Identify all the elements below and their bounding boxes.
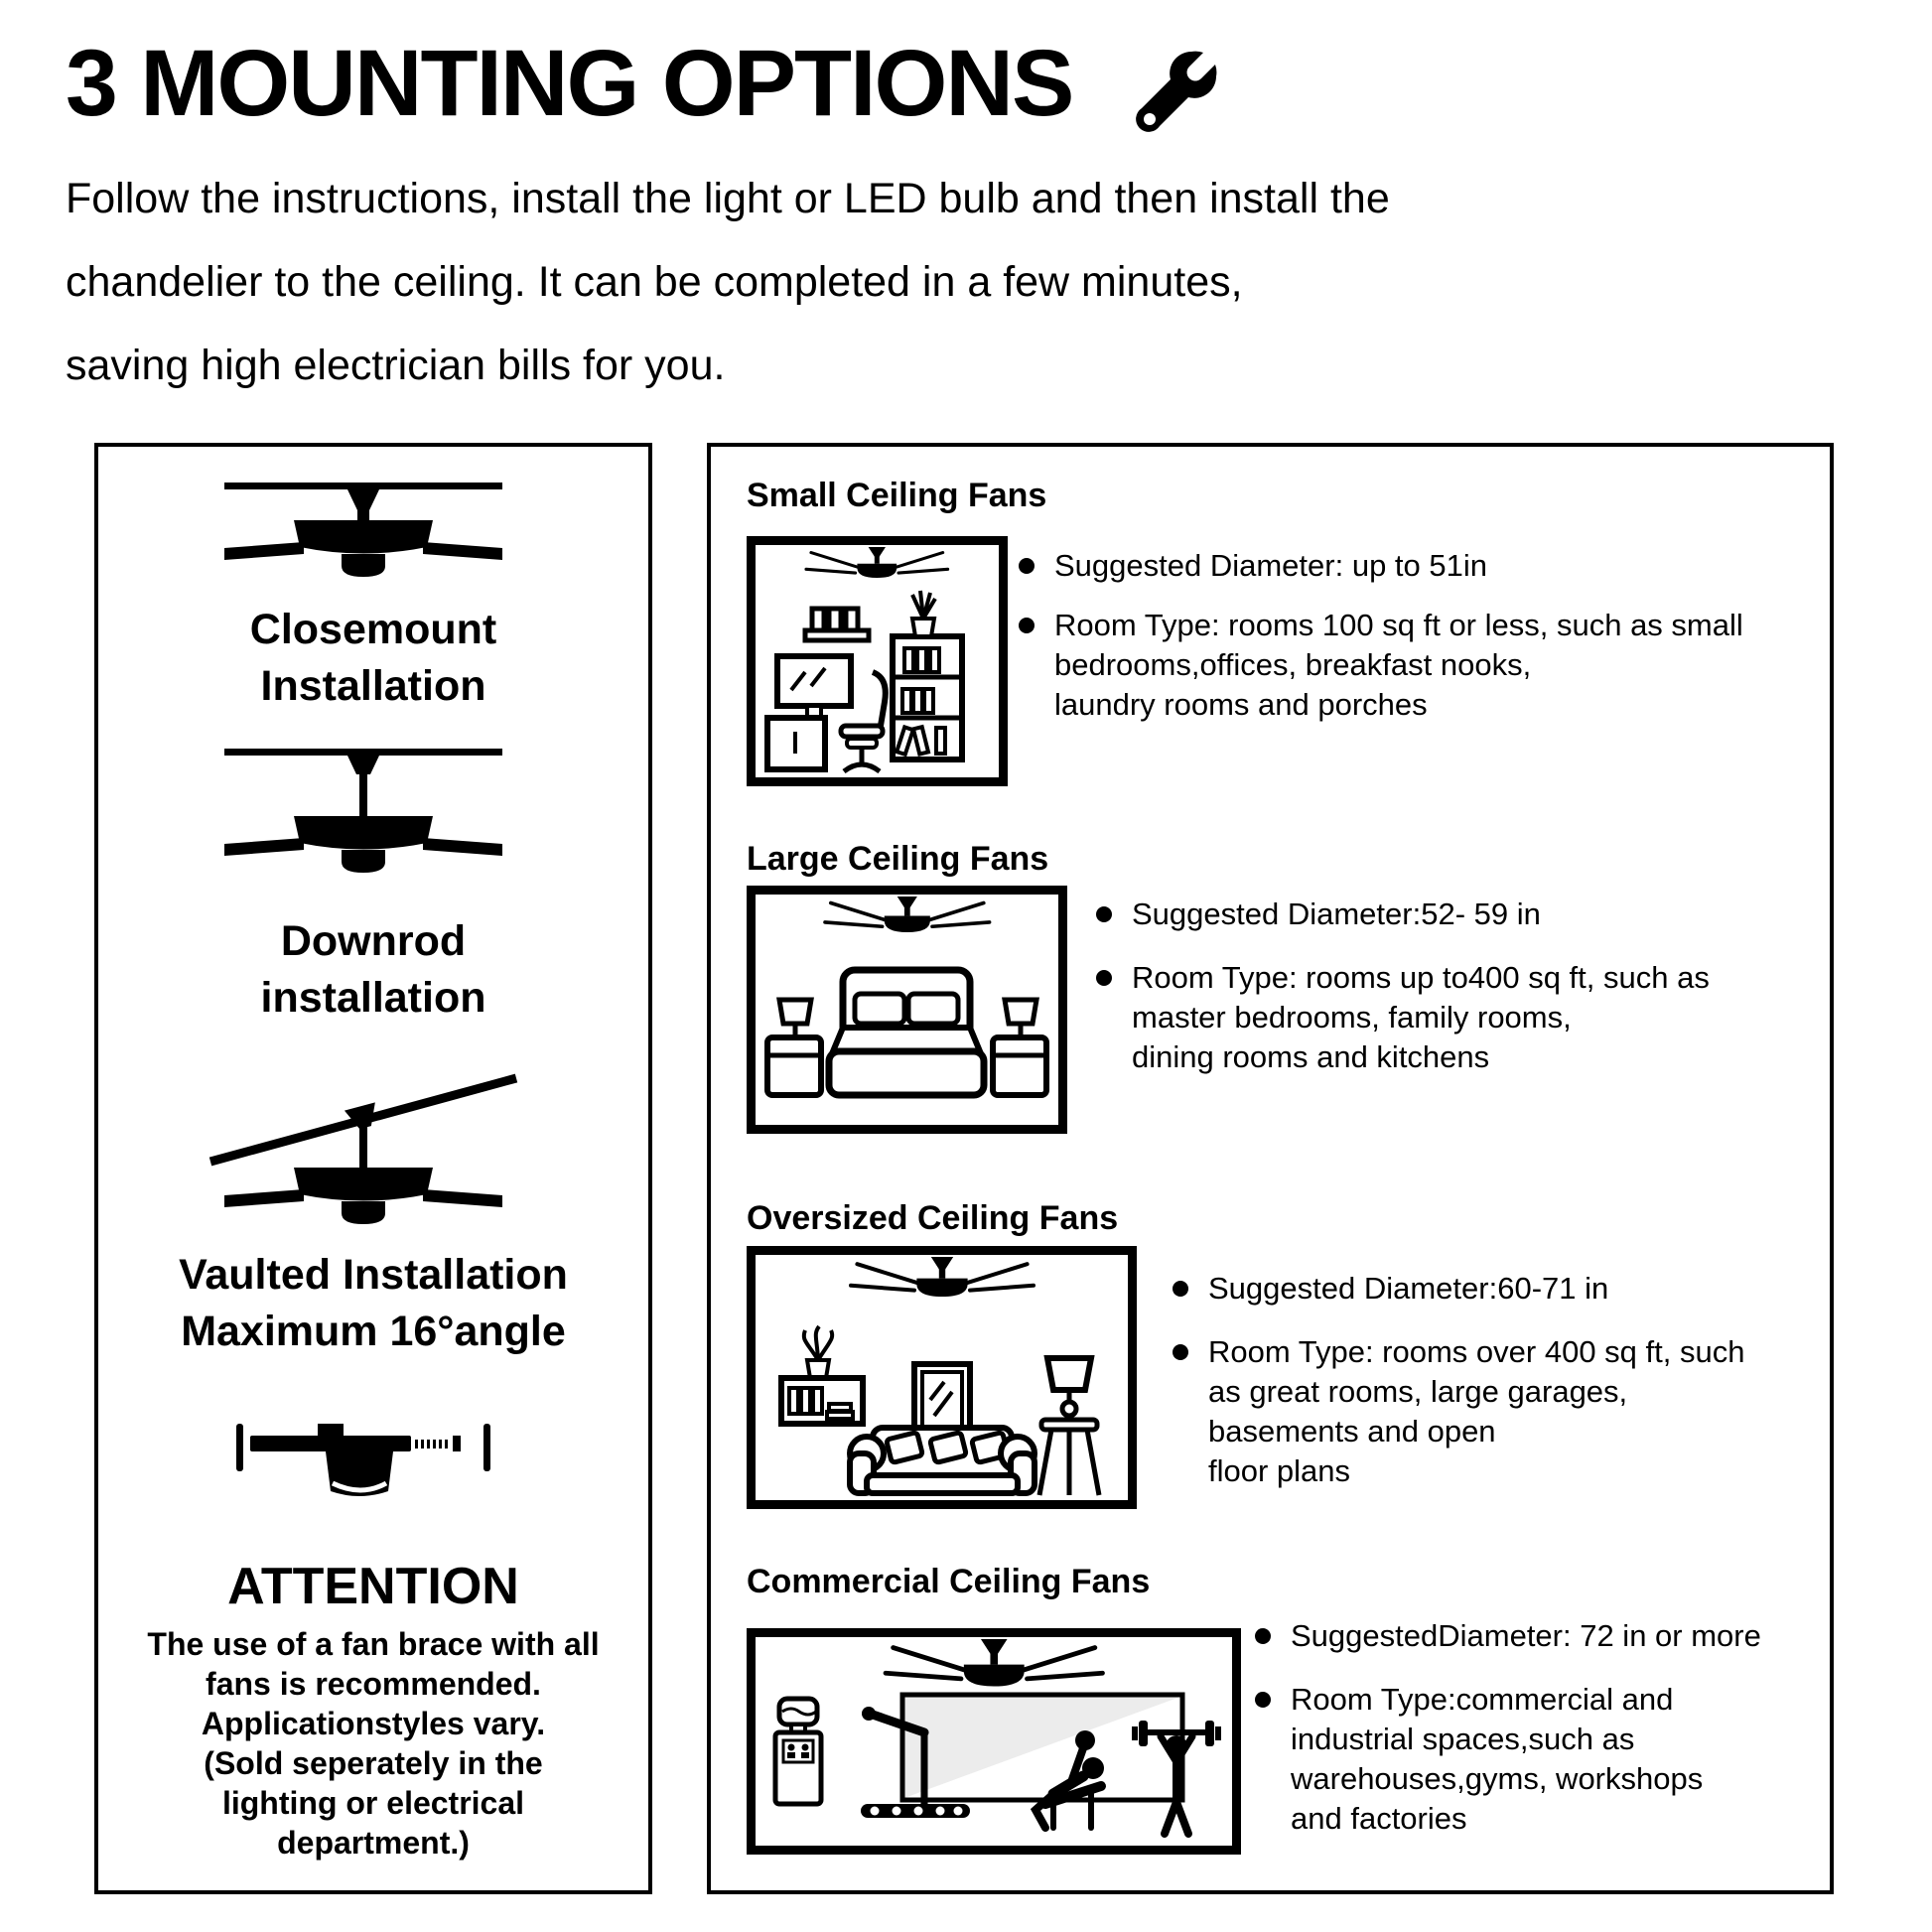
- vaulted-label: Vaulted Installation Maximum 16°angle: [179, 1251, 568, 1355]
- small-room-office-illustration: [747, 536, 1008, 786]
- wall-shelf-icon: [805, 609, 869, 640]
- weightlifter-icon: [1132, 1721, 1221, 1834]
- closemount-fan-icon: [224, 483, 502, 582]
- bullet-item: Suggested Diameter:60-71 in: [1208, 1269, 1608, 1309]
- bullet-dot: [1173, 1281, 1188, 1297]
- bullet-item: Room Type: rooms 100 sq ft or less, such as small bedrooms,offices, breakfast nooks, laundry rooms and porches: [1054, 606, 1743, 725]
- vaulted-fan-icon: [205, 1044, 522, 1231]
- living-room-scene: [756, 1255, 1128, 1500]
- intro-text: [66, 157, 1390, 407]
- ceiling-fan-icon: [806, 547, 948, 578]
- attention-body: The use of a fan brace with all fans is recommended. Applicationstyles vary. (Sold seperately in the lighting or electrical department.): [147, 1626, 600, 1861]
- bedroom-scene: [756, 895, 1058, 1125]
- bullet-item: Room Type:commercial and industrial spaces,such as warehouses,gyms, workshops and factories: [1291, 1680, 1703, 1839]
- ceiling-fan-icon: [851, 1257, 1034, 1297]
- bullet-dot: [1019, 558, 1035, 574]
- gym-scene: [756, 1637, 1232, 1846]
- nightstand-lamp-icon: [767, 1000, 821, 1095]
- office-scene: [756, 545, 999, 777]
- intro-line: saving high electrician bills for you.: [66, 342, 726, 389]
- bullet-dot: [1255, 1628, 1271, 1644]
- desk-computer-icon: [767, 656, 851, 769]
- ceiling-fan-icon: [825, 897, 990, 932]
- intro-line: Follow the instructions, install the light or LED bulb and then install the: [66, 175, 1390, 222]
- section-heading-commercial: Commercial Ceiling Fans: [747, 1563, 1151, 1600]
- fan-brace-icon: [234, 1422, 492, 1507]
- bullet-dot: [1019, 618, 1035, 633]
- section-heading-large: Large Ceiling Fans: [747, 840, 1049, 878]
- bed-icon: [829, 970, 984, 1095]
- bullet-dot: [1255, 1692, 1271, 1708]
- sofa-icon: [850, 1428, 1035, 1493]
- intro-line: chandelier to the ceiling. It can be completed in a few minutes,: [66, 258, 1243, 306]
- living-room-illustration: [747, 1246, 1137, 1509]
- bullet-item: SuggestedDiameter: 72 in or more: [1291, 1616, 1761, 1656]
- page-title: 3 MOUNTING OPTIONS: [66, 31, 1073, 136]
- bedroom-illustration: [747, 886, 1067, 1134]
- plant-icon: [912, 591, 935, 636]
- nightstand-lamp-icon: [993, 1000, 1046, 1095]
- section-heading-oversized: Oversized Ceiling Fans: [747, 1199, 1119, 1237]
- attention-title: ATTENTION: [227, 1558, 519, 1615]
- bullet-item: Room Type: rooms over 400 sq ft, such as great rooms, large garages, basements and open floor plans: [1208, 1332, 1744, 1491]
- downrod-fan-icon: [224, 749, 502, 878]
- shelf-plant-icon: [781, 1326, 863, 1424]
- downrod-label: Downrod installation: [260, 917, 486, 1022]
- closemount-label: Closemount Installation: [249, 606, 497, 710]
- fan-size-guide-panel: [707, 443, 1834, 1894]
- section-heading-small: Small Ceiling Fans: [747, 477, 1047, 514]
- bullet-item: Room Type: rooms up to400 sq ft, such as master bedrooms, family rooms, dining rooms and kitchens: [1132, 958, 1710, 1077]
- ceiling-fan-icon: [886, 1639, 1103, 1687]
- bullet-dot: [1173, 1344, 1188, 1360]
- gym-illustration: [747, 1628, 1241, 1855]
- bullet-item: Suggested Diameter: up to 51in: [1054, 546, 1487, 586]
- gym-mirror-icon: [902, 1695, 1182, 1800]
- mounting-options-panel: [94, 443, 652, 1894]
- bookcase-icon: [893, 636, 962, 759]
- bullet-dot: [1096, 970, 1112, 986]
- wrench-icon: [1130, 44, 1219, 133]
- bullet-dot: [1096, 906, 1112, 922]
- floor-lamp-icon: [1039, 1358, 1099, 1495]
- bullet-item: Suggested Diameter:52- 59 in: [1132, 895, 1541, 934]
- water-cooler-icon: [775, 1699, 821, 1804]
